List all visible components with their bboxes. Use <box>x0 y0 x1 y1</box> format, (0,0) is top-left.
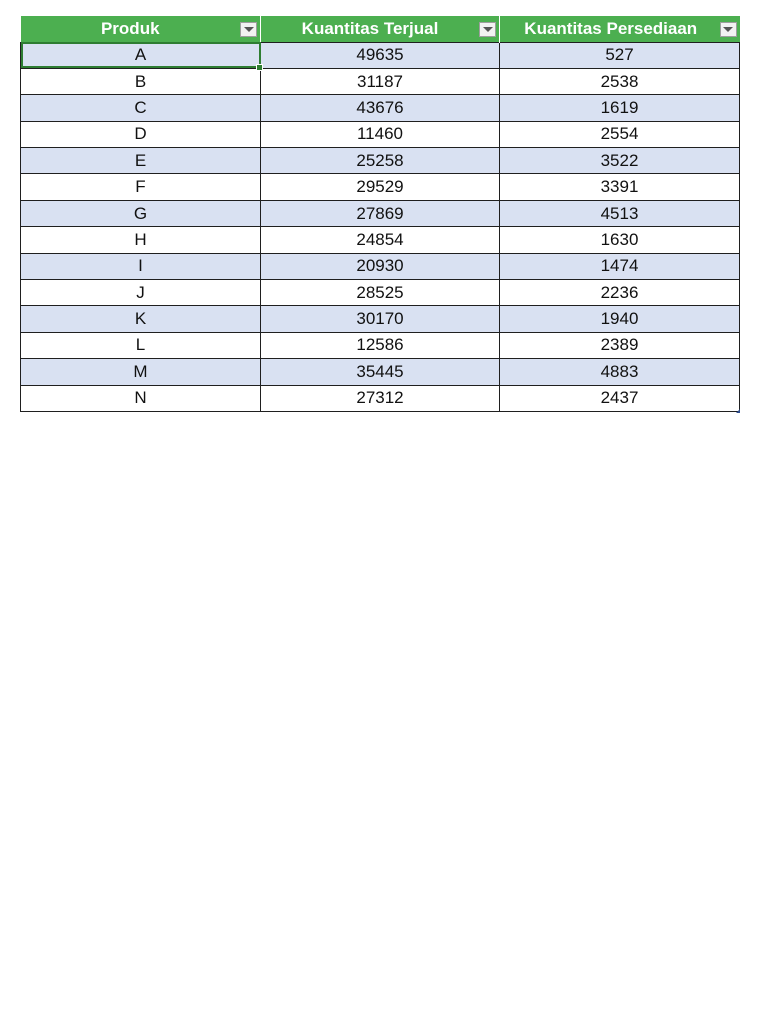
table-cell[interactable]: 29529 <box>261 174 500 200</box>
table-cell[interactable]: 4513 <box>500 200 740 226</box>
table-cell[interactable]: 4883 <box>500 359 740 385</box>
table-cell[interactable]: K <box>21 306 261 332</box>
table-cell[interactable]: 2554 <box>500 121 740 147</box>
table-cell[interactable]: M <box>21 359 261 385</box>
table-cell[interactable]: J <box>21 280 261 306</box>
table-cell[interactable]: C <box>21 95 261 121</box>
table-cell[interactable] <box>500 385 740 411</box>
table-row <box>21 359 740 385</box>
table-row <box>21 121 740 147</box>
table-row <box>21 174 740 200</box>
table-cell[interactable]: 1940 <box>500 306 740 332</box>
table-row <box>21 42 740 68</box>
table-cell[interactable]: G <box>21 200 261 226</box>
table-row <box>21 227 740 253</box>
header-label: Kuantitas Persediaan <box>524 19 698 38</box>
table-cell[interactable]: 11460 <box>261 121 500 147</box>
table-cell[interactable]: 43676 <box>261 95 500 121</box>
table-cell[interactable]: D <box>21 121 261 147</box>
table-cell[interactable]: F <box>21 174 261 200</box>
table-cell[interactable]: L <box>21 332 261 358</box>
table-cell[interactable]: N <box>21 385 261 411</box>
table-cell[interactable]: B <box>21 68 261 94</box>
header-kuantitas-terjual[interactable] <box>261 16 500 42</box>
table-row <box>21 280 740 306</box>
table-cell[interactable]: 3522 <box>500 148 740 174</box>
cell-value: 2437 <box>600 388 639 408</box>
spreadsheet-area <box>20 16 739 412</box>
table-row <box>21 385 740 411</box>
header-label: Kuantitas Terjual <box>301 19 439 38</box>
header-kuantitas-persediaan[interactable] <box>500 16 740 42</box>
table-cell[interactable]: 28525 <box>261 280 500 306</box>
filter-dropdown-icon[interactable] <box>479 22 496 37</box>
header-row <box>21 16 740 42</box>
table-cell[interactable]: 2389 <box>500 332 740 358</box>
table-cell[interactable]: 20930 <box>261 253 500 279</box>
table-row <box>21 148 740 174</box>
table-row <box>21 306 740 332</box>
table-cell[interactable]: H <box>21 227 261 253</box>
table-cell[interactable]: E <box>21 148 261 174</box>
table-cell[interactable]: 30170 <box>261 306 500 332</box>
table-cell[interactable]: 2538 <box>500 68 740 94</box>
table-cell[interactable]: 31187 <box>261 68 500 94</box>
table-cell[interactable]: 1619 <box>500 95 740 121</box>
table-row <box>21 95 740 121</box>
table-cell[interactable]: 527 <box>500 42 740 68</box>
table-row <box>21 253 740 279</box>
table-row <box>21 68 740 94</box>
table-cell[interactable]: 2236 <box>500 280 740 306</box>
table-cell-selected[interactable] <box>21 42 261 68</box>
table-cell[interactable]: 24854 <box>261 227 500 253</box>
table-cell[interactable]: 25258 <box>261 148 500 174</box>
table-row <box>21 332 740 358</box>
table-row <box>21 200 740 226</box>
product-table <box>20 16 740 412</box>
header-produk[interactable] <box>21 16 261 42</box>
table-cell[interactable]: 3391 <box>500 174 740 200</box>
table-cell[interactable]: 49635 <box>261 42 500 68</box>
filter-dropdown-icon[interactable] <box>240 22 257 37</box>
table-cell[interactable]: I <box>21 253 261 279</box>
table-cell[interactable]: 35445 <box>261 359 500 385</box>
table-cell[interactable]: 12586 <box>261 332 500 358</box>
header-label: Produk <box>100 19 160 38</box>
table-cell[interactable]: 1474 <box>500 253 740 279</box>
fill-handle[interactable] <box>256 64 263 71</box>
table-cell[interactable]: 1630 <box>500 227 740 253</box>
table-resize-handle[interactable] <box>736 409 740 413</box>
table-cell[interactable]: 27869 <box>261 200 500 226</box>
filter-dropdown-icon[interactable] <box>720 22 737 37</box>
cell-value: A <box>134 45 147 65</box>
table-cell[interactable]: 27312 <box>261 385 500 411</box>
